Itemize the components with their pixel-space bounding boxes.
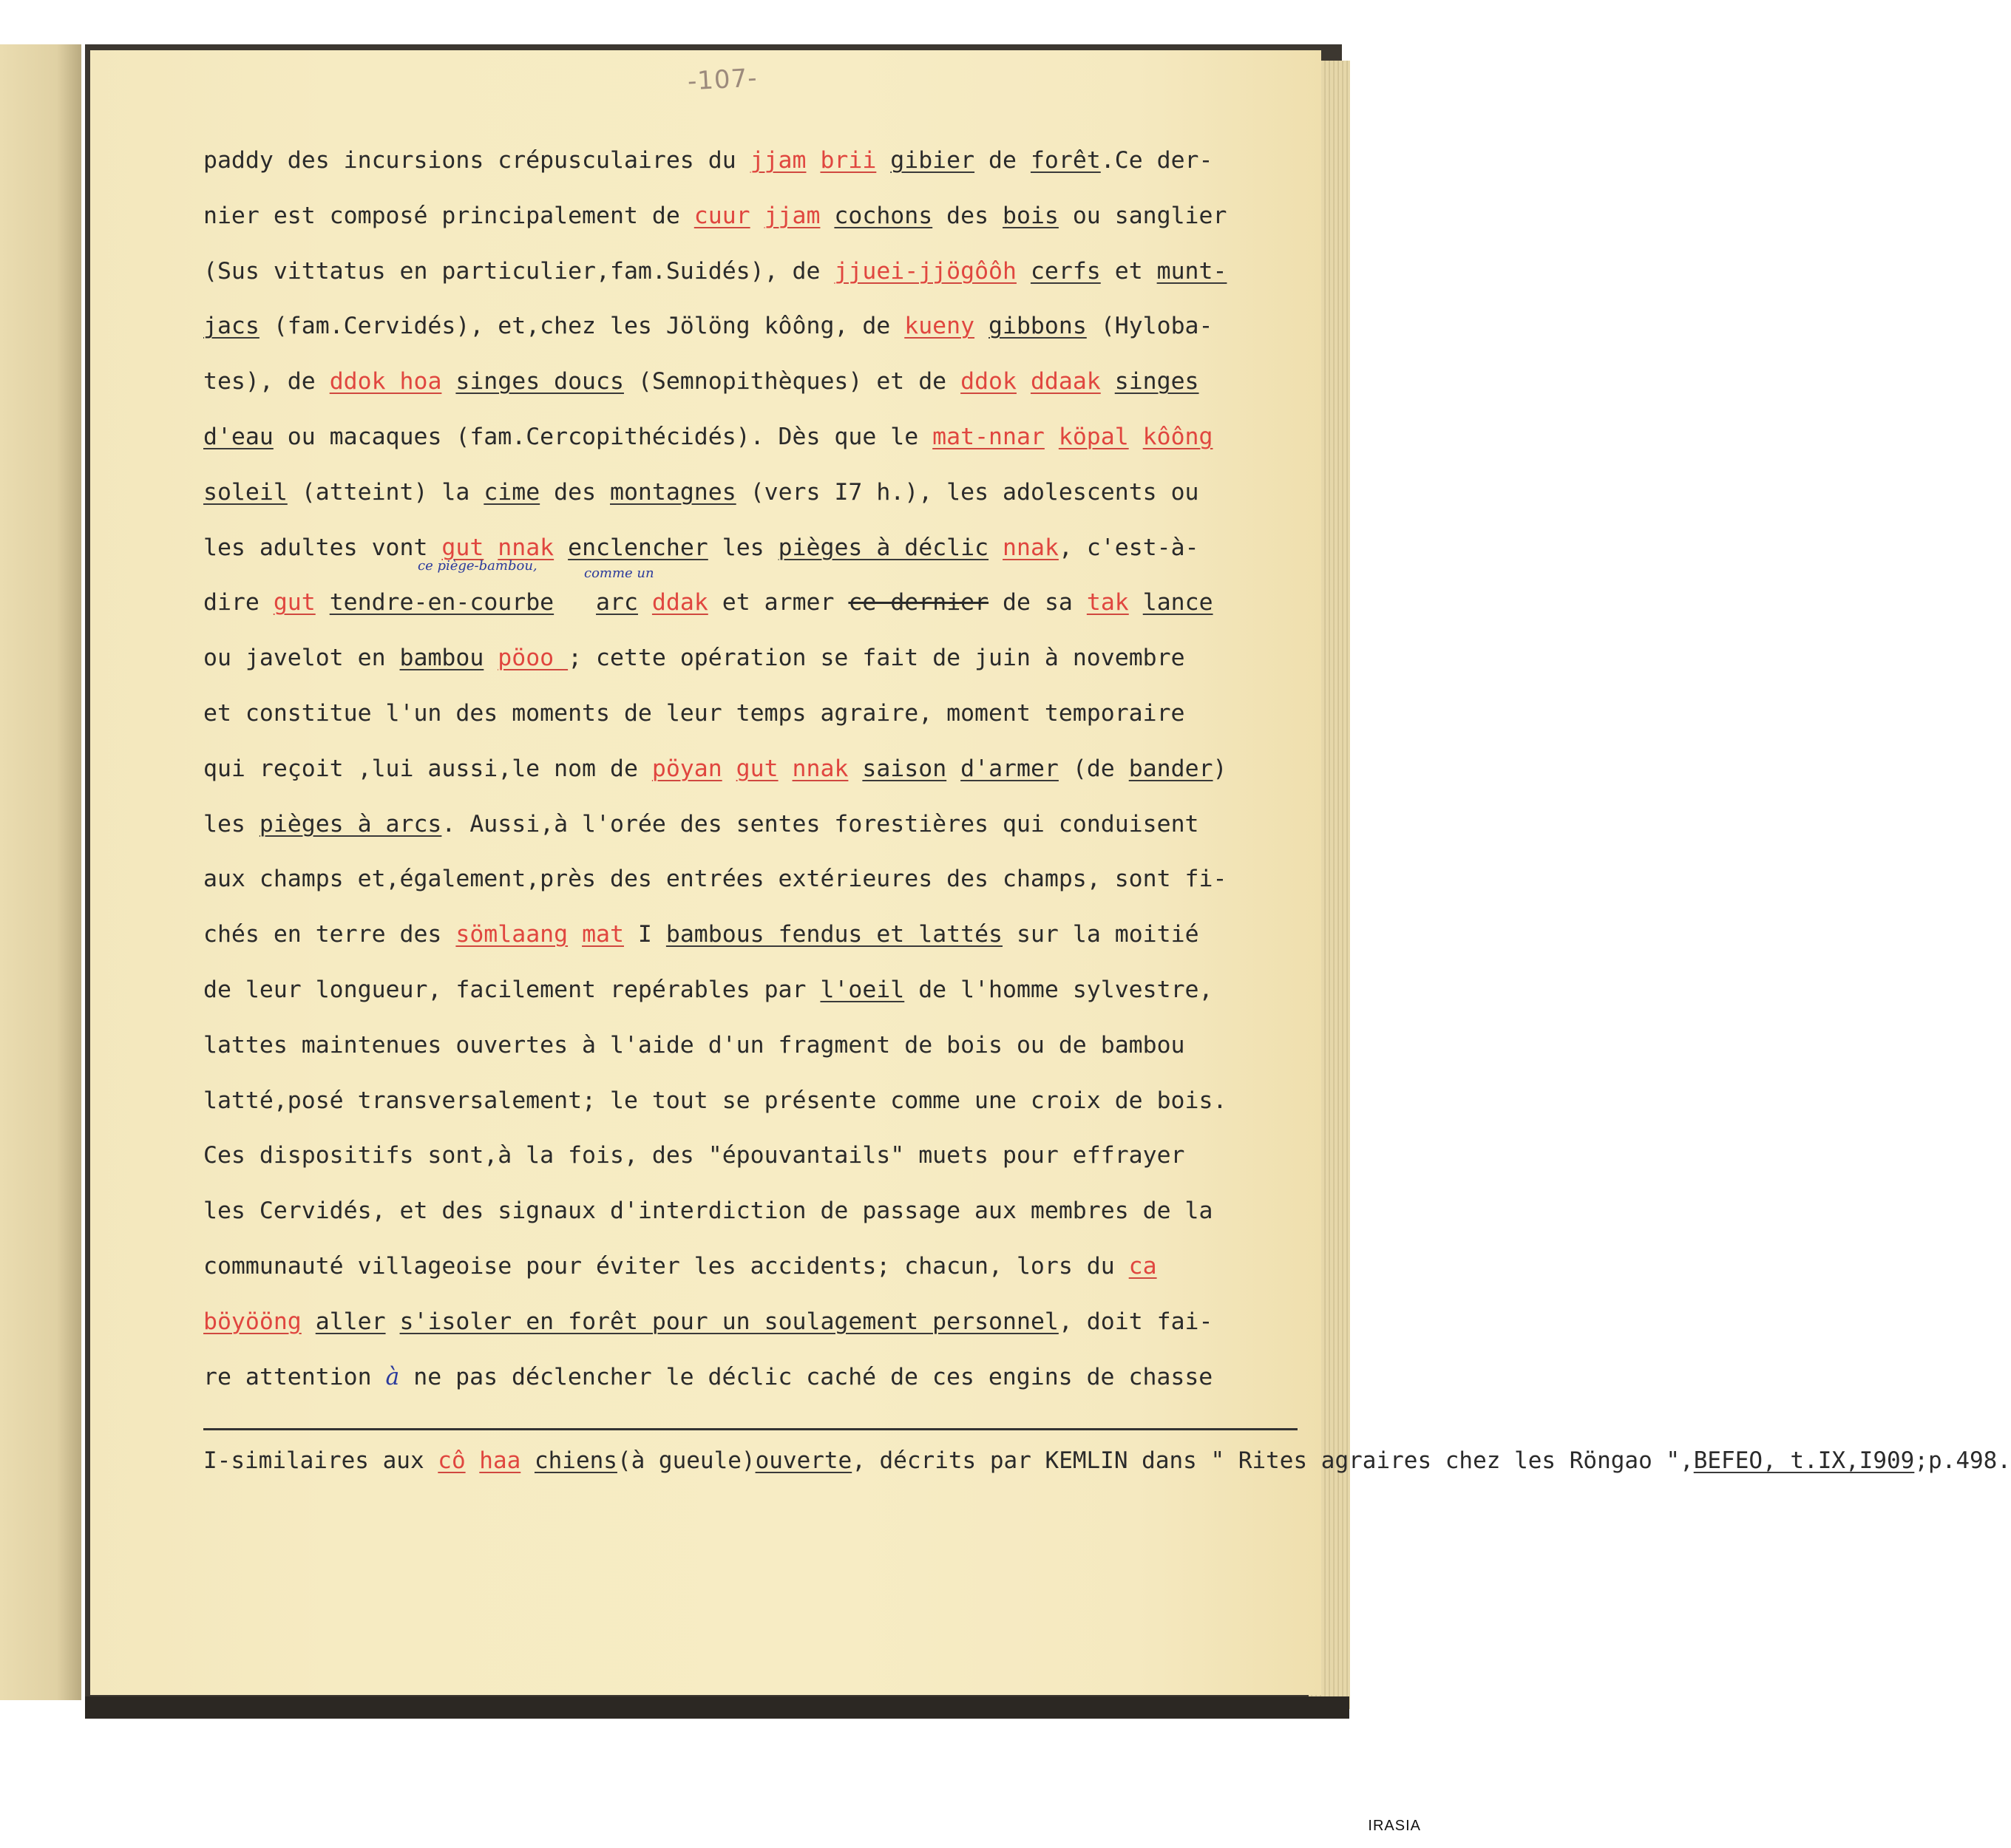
underlined-gloss: bois: [1003, 202, 1059, 229]
left-facing-page: [0, 44, 81, 1700]
underlined-gloss: munt-: [1156, 257, 1227, 285]
text-run: I: [623, 921, 666, 948]
text-run: ou javelot en: [203, 645, 400, 672]
text-run: tes), de: [203, 368, 330, 395]
handwritten-annotation-2: comme un: [584, 565, 654, 581]
text-run: qui reçoit ,lui aussi,le nom de: [203, 755, 652, 782]
text-run: [466, 1447, 480, 1474]
underlined-gloss: enclencher: [568, 534, 708, 561]
text-run: , doit fai-: [1058, 1308, 1213, 1335]
underlined-gloss: bambous fendus et lattés: [665, 921, 1003, 948]
vernacular-term: gut: [441, 534, 484, 561]
vernacular-term: jjam: [750, 147, 807, 174]
text-run: [316, 589, 330, 616]
text-line: [203, 1294, 1312, 1350]
vernacular-term: jjuei-jjögôôh: [834, 257, 1017, 285]
text-run: (vers I7 h.), les adolescents ou: [736, 478, 1199, 506]
text-run: [484, 645, 498, 671]
text-run: . Aussi,à l'orée des sentes forestières qui conduisent: [441, 810, 1199, 838]
text-run: de: [974, 147, 1031, 174]
footnote-separator: [203, 1428, 1298, 1430]
vernacular-term: ddak: [651, 589, 708, 616]
text-run: les: [708, 534, 779, 561]
text-line: [203, 133, 1312, 188]
vernacular-term: tak: [1086, 589, 1129, 616]
text-line: [203, 1073, 1312, 1129]
text-run: chés en terre des: [203, 921, 456, 948]
vernacular-term: mat-nnar: [932, 423, 1045, 450]
vernacular-term: mat: [582, 921, 624, 948]
underlined-gloss: ouverte: [755, 1447, 852, 1474]
vernacular-term: haa: [479, 1447, 521, 1474]
underlined-gloss: tendre-en-courbe: [329, 589, 555, 616]
body-text: [203, 133, 1312, 1404]
vernacular-term: nnak: [498, 534, 555, 561]
underlined-gloss: montagnes: [610, 478, 736, 506]
text-run: [1129, 424, 1143, 450]
text-run: " Rites agraires chez les Röngao ",: [1196, 1447, 1694, 1474]
text-run: lattes maintenues ouvertes à l'aide d'un fragment de bois ou de bambou: [203, 1031, 1185, 1059]
underlined-gloss: d'armer: [960, 755, 1059, 782]
text-run: (Sus vittatus en particulier,fam.Suidés), de: [203, 257, 835, 285]
text-run: ou sanglier: [1058, 202, 1227, 229]
text-run: [568, 921, 582, 948]
text-line: [203, 1239, 1312, 1294]
text-run: [779, 755, 793, 782]
text-run: des: [540, 478, 610, 506]
text-run: [638, 589, 652, 616]
text-run: re attention: [203, 1363, 386, 1390]
text-line: [203, 520, 1312, 576]
text-run: les: [203, 810, 260, 838]
underlined-gloss: saison: [862, 755, 947, 782]
vernacular-term: brii: [820, 147, 877, 174]
text-run: de l'homme sylvestre,: [904, 976, 1213, 1003]
text-run: [1017, 258, 1031, 285]
handwritten-annotation: ce piège-bambou,: [418, 558, 537, 574]
text-run: (atteint) la: [287, 478, 484, 506]
text-line: [203, 797, 1312, 852]
text-run: [441, 368, 455, 395]
text-line: [203, 244, 1312, 299]
underlined-gloss: singes doucs: [455, 368, 624, 395]
vernacular-term: kôông: [1142, 423, 1213, 450]
text-run: sur la moitié: [1003, 921, 1199, 948]
underlined-gloss: l'oeil: [820, 976, 905, 1003]
text-run: , c'est-à-: [1058, 534, 1199, 561]
footnote-line: [203, 1447, 1197, 1474]
text-run: [386, 1308, 400, 1335]
vernacular-term: jjam: [764, 202, 821, 229]
text-run: les Cervidés, et des signaux d'interdiction de passage aux membres de la: [203, 1198, 1213, 1225]
vernacular-term: ddok hoa: [329, 368, 442, 395]
text-run: ne pas déclencher le déclic caché de ces engins de chasse: [399, 1363, 1213, 1390]
text-run: [722, 755, 736, 782]
text-run: Ces dispositifs sont,à la fois, des "épouvantails" muets pour effrayer: [203, 1142, 1185, 1169]
underlined-gloss: gibbons: [988, 313, 1087, 340]
text-run: [974, 313, 988, 339]
underlined-gloss: s'isoler en forêt pour un soulagement personnel: [399, 1308, 1059, 1335]
vernacular-term: ca: [1128, 1252, 1157, 1280]
underlined-gloss: jacs: [203, 313, 260, 340]
vernacular-term: köpal: [1058, 423, 1129, 450]
text-line: [203, 686, 1312, 741]
text-run: ): [1213, 755, 1227, 782]
text-line: [203, 575, 1312, 631]
vernacular-term: pöoo: [498, 645, 569, 672]
underlined-gloss: arc: [596, 589, 638, 616]
text-line: [203, 1128, 1312, 1183]
text-line: [203, 852, 1312, 907]
text-run: ou macaques (fam.Cercopithécidés). Dès que le: [273, 423, 933, 450]
underlined-gloss: d'eau: [203, 423, 274, 450]
text-run: ; cette opération se fait de juin à novembre: [568, 645, 1185, 672]
text-run: (à gueule): [617, 1447, 756, 1474]
text-run: nier est composé principalement de: [203, 202, 694, 229]
footnote-line: [1197, 1447, 2011, 1474]
text-run: dire: [203, 589, 274, 616]
struck-text: ce dernier: [848, 589, 989, 616]
text-line: [203, 907, 1312, 962]
text-run: ;p.498.: [1914, 1447, 2011, 1474]
text-run: [848, 755, 862, 782]
text-run: [1017, 368, 1031, 395]
vernacular-term: böyööng: [203, 1308, 302, 1335]
text-line: [203, 354, 1312, 410]
text-run: (Hyloba-: [1086, 313, 1213, 340]
text-run: les adultes vont: [203, 534, 442, 561]
vernacular-term: cuur: [693, 202, 750, 229]
text-run: et armer: [708, 589, 849, 616]
underlined-gloss: bambou: [399, 645, 484, 672]
watermark: IRASIA: [1368, 1818, 1421, 1834]
text-run: aux champs et,également,près des entrées extérieures des champs, sont fi-: [203, 866, 1227, 893]
vernacular-term: sömlaang: [455, 921, 569, 948]
vernacular-term: nnak: [1003, 534, 1059, 561]
underlined-gloss: pièges à arcs: [259, 810, 442, 838]
text-run: [988, 534, 1003, 561]
text-run: , décrits par KEMLIN dans: [852, 1447, 1197, 1474]
underlined-gloss: cime: [484, 478, 540, 506]
text-run: [484, 534, 498, 561]
text-line: [203, 1018, 1312, 1073]
footnote: [203, 1441, 2011, 1481]
vernacular-term: ddaak: [1030, 368, 1101, 395]
text-run: [946, 755, 960, 782]
vernacular-term: cô: [438, 1447, 466, 1474]
vernacular-term: gut: [273, 589, 316, 616]
vernacular-term: ddok: [960, 368, 1017, 395]
text-run: [806, 147, 820, 174]
underlined-gloss: BEFEO, t.IX,I909: [1693, 1447, 1915, 1474]
text-run: et constitue l'un des moments de leur temps agraire, moment temporaire: [203, 699, 1185, 727]
text-line: [203, 962, 1312, 1018]
text-line: [203, 465, 1312, 520]
handwritten-correction: à: [385, 1363, 400, 1390]
text-run: et: [1100, 257, 1157, 285]
underlined-gloss: aller: [315, 1308, 386, 1335]
text-run: (de: [1058, 755, 1129, 782]
text-line: [203, 1350, 1312, 1405]
text-run: [520, 1447, 535, 1474]
text-run: de sa: [988, 589, 1087, 616]
text-run: I-similaires aux: [203, 1447, 438, 1474]
text-run: [876, 147, 890, 174]
text-run: [1129, 589, 1143, 616]
text-line: [203, 741, 1312, 797]
vernacular-term: gut: [736, 755, 779, 782]
text-run: (Semnopithèques) et de: [623, 368, 961, 395]
underlined-gloss: lance: [1142, 589, 1213, 616]
underlined-gloss: cochons: [834, 202, 933, 229]
underlined-gloss: singes: [1114, 368, 1199, 395]
underlined-gloss: pièges à déclic: [778, 534, 989, 561]
text-run: latté,posé transversalement; le tout se présente comme une croix de bois.: [203, 1087, 1227, 1114]
underlined-gloss: forêt: [1030, 147, 1101, 174]
bottom-shadow: [85, 1696, 1349, 1719]
text-run: [302, 1308, 316, 1335]
text-run: paddy des incursions crépusculaires du: [203, 147, 750, 174]
text-run: [750, 203, 764, 229]
text-run: [1101, 368, 1115, 395]
text-run: .Ce der-: [1100, 147, 1213, 174]
underlined-gloss: cerfs: [1030, 257, 1101, 285]
text-line: [203, 188, 1312, 244]
text-run: [554, 534, 568, 561]
underlined-gloss: bander: [1128, 755, 1213, 782]
text-run: [554, 589, 596, 616]
text-line: [203, 299, 1312, 354]
vernacular-term: kueny: [904, 313, 975, 340]
text-run: [820, 203, 834, 229]
text-run: communauté villageoise pour éviter les accidents; chacun, lors du: [203, 1252, 1129, 1280]
text-line: [203, 410, 1312, 465]
text-run: [1045, 424, 1059, 450]
text-run: de leur longueur, facilement repérables par: [203, 976, 821, 1003]
vernacular-term: nnak: [792, 755, 849, 782]
underlined-gloss: gibier: [890, 147, 975, 174]
page-number: -107-: [687, 63, 759, 97]
text-line: [203, 631, 1312, 686]
text-run: des: [932, 202, 1003, 229]
text-line: [203, 1183, 1312, 1239]
text-run: (fam.Cervidés), et,chez les Jölöng kôông, de: [259, 313, 905, 340]
underlined-gloss: chiens: [534, 1447, 617, 1474]
vernacular-term: pöyan: [651, 755, 722, 782]
underlined-gloss: soleil: [203, 478, 288, 506]
